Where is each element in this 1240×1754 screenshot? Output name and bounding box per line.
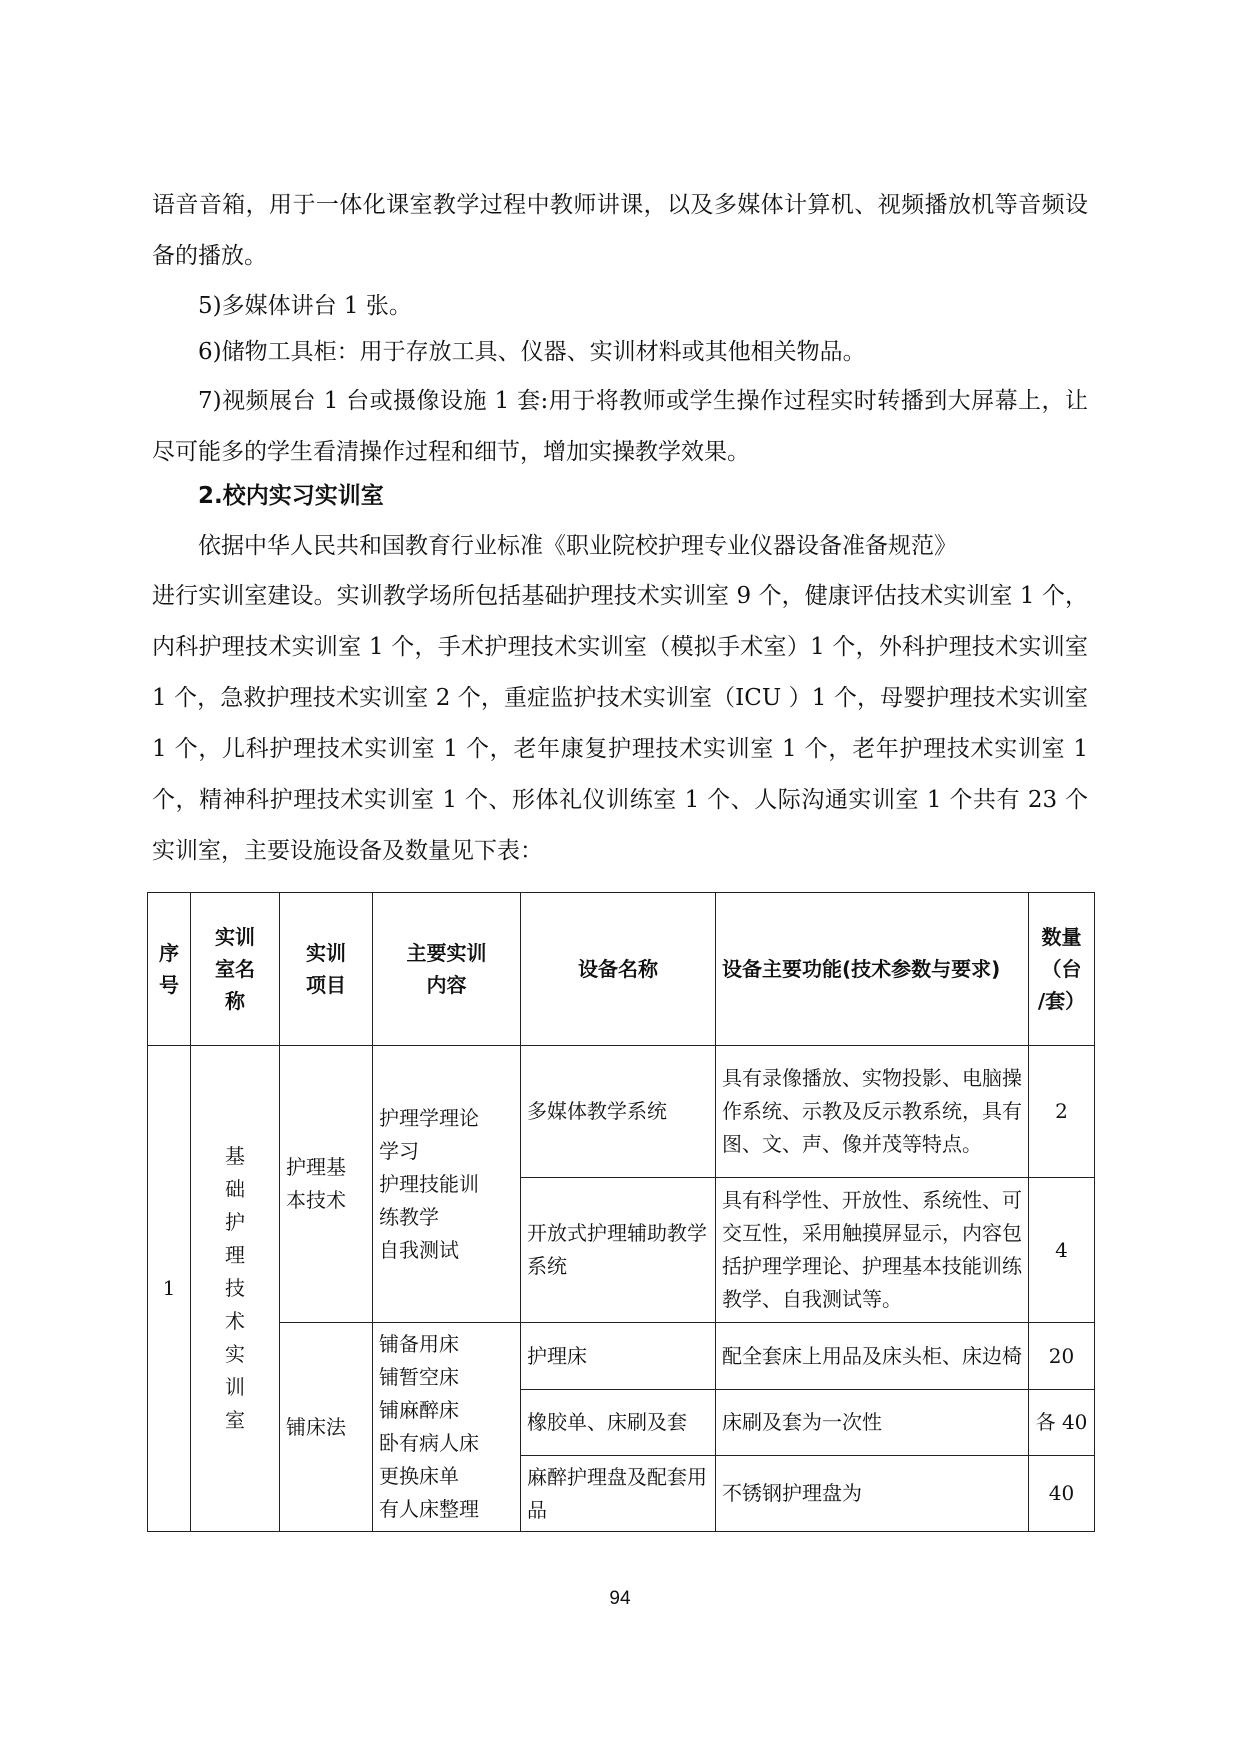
paragraph-intro-line: 依据中华人民共和国教育行业标准《职业院校护理专业仪器设备准备规范》 (198, 533, 957, 559)
paragraph-item-5: 5)多媒体讲台 1 张。 (198, 293, 412, 319)
header-index: 序 号 (148, 893, 191, 1046)
paragraph-item-6: 6)储物工具柜：用于存放工具、仪器、实训材料或其他相关物品。 (198, 339, 866, 365)
room-name-cell: 基 础 护 理 技 术 实 训 室 (191, 1046, 280, 1532)
header-function: 设备主要功能(技术参数与要求) (716, 893, 1029, 1046)
function-cell: 床刷及套为一次性 (716, 1390, 1029, 1456)
function-cell: 不锈钢护理盘为 (716, 1456, 1029, 1532)
table-header-row (148, 893, 1095, 1046)
equipment-table (147, 892, 1095, 1532)
content-cell-basic: 护理学理论 学习 护理技能训 练教学 自我测试 (373, 1046, 521, 1323)
header-room: 实训 室名 称 (191, 893, 280, 1046)
quantity-cell: 20 (1029, 1323, 1095, 1390)
section-heading: 2.校内实习实训室 (198, 483, 384, 509)
quantity-cell: 40 (1029, 1456, 1095, 1532)
function-cell: 配全套床上用品及床头柜、床边椅 (716, 1323, 1029, 1390)
function-cell: 具有科学性、开放性、系统性、可交互性，采用触摸屏显示，内容包括护理学理论、护理基本技能训练教学、自我测试等。 (716, 1178, 1029, 1323)
paragraph-item-7: 7)视频展台 1 台或摄像设施 1 套:用于将教师或学生操作过程实时转播到大屏幕上，让尽可能多的学生看清操作过程和细节，增加实操教学效果。 (152, 388, 1088, 465)
page-number: 94 (609, 1588, 631, 1609)
header-quantity: 数量 （台 /套） (1029, 893, 1095, 1046)
equipment-cell: 橡胶单、床刷及套 (521, 1390, 716, 1456)
table-row (148, 1323, 1095, 1390)
quantity-cell: 2 (1029, 1046, 1095, 1178)
item-cell-basic: 护理基 本技术 (280, 1046, 373, 1323)
equipment-cell: 麻醉护理盘及配套用品 (521, 1456, 716, 1532)
header-content: 主要实训 内容 (373, 893, 521, 1046)
row-index-cell: 1 (148, 1046, 191, 1532)
item-cell-bedmaking: 铺床法 (280, 1323, 373, 1532)
content-cell-bedmaking: 铺备用床 铺暂空床 铺麻醉床 卧有病人床 更换床单 有人床整理 (373, 1323, 521, 1532)
header-item: 实训 项目 (280, 893, 373, 1046)
equipment-cell: 多媒体教学系统 (521, 1046, 716, 1178)
table-row (148, 1046, 1095, 1178)
paragraph-intro-body: 进行实训室建设。实训教学场所包括基础护理技术实训室 9 个，健康评估技术实训室 1 个，内科护理技术实训室 1 个，手术护理技术实训室（模拟手术室）1 个，外科护理技术实训室 1 个，急救护理技术实训室 2 个，重症监护技术实训室（ICU ）1 个，母婴护理技术实训室 1 个，儿科护理技术实训室 1 个，老年康复护理技术实训室 1 个，老年护理技术实训室 1 个，精神科护理技术实训室 1 个、形体礼仪训练室 1 个、人际沟通实训室 1 个共有 23 个实训室，主要设施设备及数量见下表： (152, 583, 1088, 864)
quantity-cell: 4 (1029, 1178, 1095, 1323)
equipment-cell: 开放式护理辅助教学系统 (521, 1178, 716, 1323)
quantity-cell: 各 40 (1029, 1390, 1095, 1456)
equipment-cell: 护理床 (521, 1323, 716, 1390)
header-equipment: 设备名称 (521, 893, 716, 1046)
paragraph-audio: 语音音箱，用于一体化课室教学过程中教师讲课，以及多媒体计算机、视频播放机等音频设备的播放。 (152, 192, 1088, 269)
function-cell: 具有录像播放、实物投影、电脑操作系统、示教及反示教系统，具有图、文、声、像并茂等特点。 (716, 1046, 1029, 1178)
